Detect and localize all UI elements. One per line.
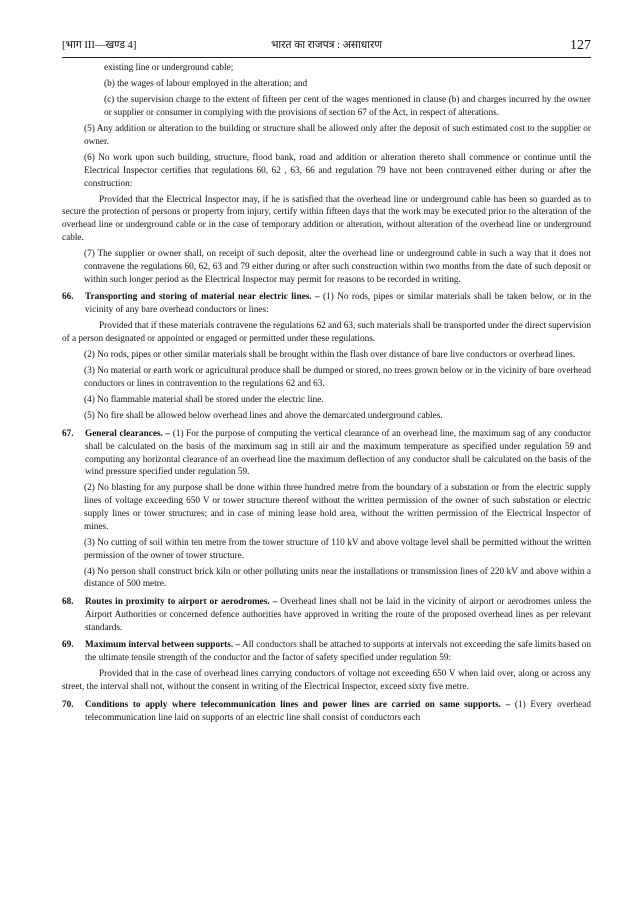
regulation-66-3: (3) No material or earth work or agricultural produce shall be dumped or stored, no trees grown below or in the vicinity of bare overhead conductors or lines in contravention to the regulations 62 and 63. (84, 366, 591, 390)
clause-c: (c) the supervision charge to the extent of fifteen per cent of the wages mentioned in clause (b) and charges incurred by the owner or supplier or consumer in complying with the provisions of section 67 of the Act, in respect of alterations. (104, 95, 591, 119)
regulation-67-2: (2) No blasting for any purpose shall be done within three hundred metre from the boundary of a substation or from the electric supply lines of voltage exceeding 650 V or tower structure thereof without the written permission of the owner of such substation or electric supply lines or tower structures; and in case of mining lease hold area, without the written permission of the Electrical Inspector of mines. (84, 483, 591, 532)
regulation-title: Routes in proximity to airport or aerodromes. – (85, 597, 278, 608)
clause-a-continuation: existing line or underground cable; (104, 63, 234, 73)
regulation-text: (1) Every overhead telecommunication line laid on supports of an electric line shall consist of conductors each (85, 699, 591, 723)
regulation-title: Maximum interval between supports. – (85, 640, 241, 651)
sub-regulation-6: (6) No work upon such building, structure, flood bank, road and addition or alteration thereto shall commence or continue until the Electrical Inspector certifies that regulations 60, 62 , 63, 66 and regulation 79 have not been contravened either during or after the construction: (84, 153, 591, 189)
regulation-69 (62, 639, 591, 665)
sub-regulation-6-proviso: Provided that the Electrical Inspector may, if he is satisfied that the overhead line or underground cable has been so guarded as to secure the protection of persons or property from injury, certify within fifteen days that the work may be executed prior to the alteration of the overhead line or underground cable or in the case of temporary addition or alteration, without alteration of the overhead line or underground cable. (62, 194, 591, 243)
sub-regulation-5: (5) Any addition or alteration to the building or structure shall be allowed only after the deposit of such estimated cost to the supplier or owner. (84, 124, 591, 147)
regulation-66-4: (4) No flammable material shall be stored under the electric line. (84, 395, 324, 406)
regulation-67-3: (3) No cutting of soil within ten metre from the tower structure of 110 kV and above voltage level shall be permitted without the written permission of the owner of tower structure. (84, 537, 591, 561)
regulation-number: 69. (62, 640, 74, 651)
regulation-number: 66. (62, 292, 74, 303)
regulation-66-2: (2) No rods, pipes or other similar materials shall be brought within the flash over distance of bare live conductors or overhead lines. (84, 350, 576, 361)
regulation-69-proviso: Provided that in the case of overhead lines carrying conductors of voltage not exceeding 650 V when laid over, along or across any street, the interval shall not, without the consent in writing of the Electrical Inspector, exceed sixty five metre. (62, 669, 591, 693)
regulation-number: 67. (62, 429, 74, 440)
clause-b: (b) the wages of labour employed in the alteration; and (104, 79, 308, 90)
regulation-title: Conditions to apply where telecommunication lines and power lines are carried on same supports. – (85, 699, 511, 710)
page-header (62, 37, 591, 58)
header-title: भारत का राजपत्र : असाधारण (270, 40, 383, 51)
sub-regulation-7: (7) The supplier or owner shall, on receipt of such deposit, alter the overhead line or underground cable in such a way that it does not contravene the regulations 60, 62, 63 and 79 either during or after such construction within two months from the date of such deposit or within such longer period as the Electrical Inspector may permit for reasons to be recorded in writing. (84, 249, 591, 285)
regulation-text: (1) No rods, pipes or similar materials shall be taken below, or in the vicinity of any bare overhead conductors or lines: (85, 292, 591, 316)
page-body (62, 62, 591, 728)
regulation-67-4: (4) No person shall construct brick kiln or other polluting units near the installations or transmission lines of 220 kV and above within a distance of 500 metre. (84, 566, 591, 590)
regulation-title: Transporting and storing of material near electric lines. – (85, 292, 320, 303)
regulation-66-5: (5) No fire shall be allowed below overhead lines and above the demarcated underground cables. (84, 411, 443, 422)
regulation-68 (62, 596, 591, 634)
regulation-title: General clearances. – (85, 429, 171, 440)
regulation-number: 68. (62, 597, 74, 608)
regulation-text: Overhead lines shall not be laid in the vicinity of airport or aerodromes unless the Airport Authorities or concerned defence authorities have approved in writing the route of the proposed overhead lines as per relevant standards. (85, 597, 591, 633)
header-part: [भाग III—खण्ड 4] (62, 40, 137, 51)
regulation-text: All conductors shall be attached to supports at intervals not exceeding the safe limits based on the ultimate tensile strength of the conductor and the factor of safety specified under regulation 59: (85, 640, 591, 664)
regulation-66 (62, 291, 591, 317)
page-number: 127 (570, 38, 591, 53)
regulation-number: 70. (62, 699, 74, 710)
regulation-67 (62, 428, 591, 479)
regulation-66-proviso: Provided that if these materials contravene the regulations 62 and 63, such materials shall be transported under the direct supervision of a person designated or appointed or engaged or permitted under these regulations. (62, 321, 591, 344)
regulation-70 (62, 699, 591, 725)
regulation-text: (1) For the purpose of computing the vertical clearance of an overhead line, the maximum sag of any conductor shall be calculated on the basis of the maximum sag in still air and the maximum temperature as specified under regulation 59 and computing any horizontal clearance of an overhead line the maximum deflection of any conductor shall be calculated on the basis of the wind pressure specified under regulation 59. (85, 429, 591, 478)
